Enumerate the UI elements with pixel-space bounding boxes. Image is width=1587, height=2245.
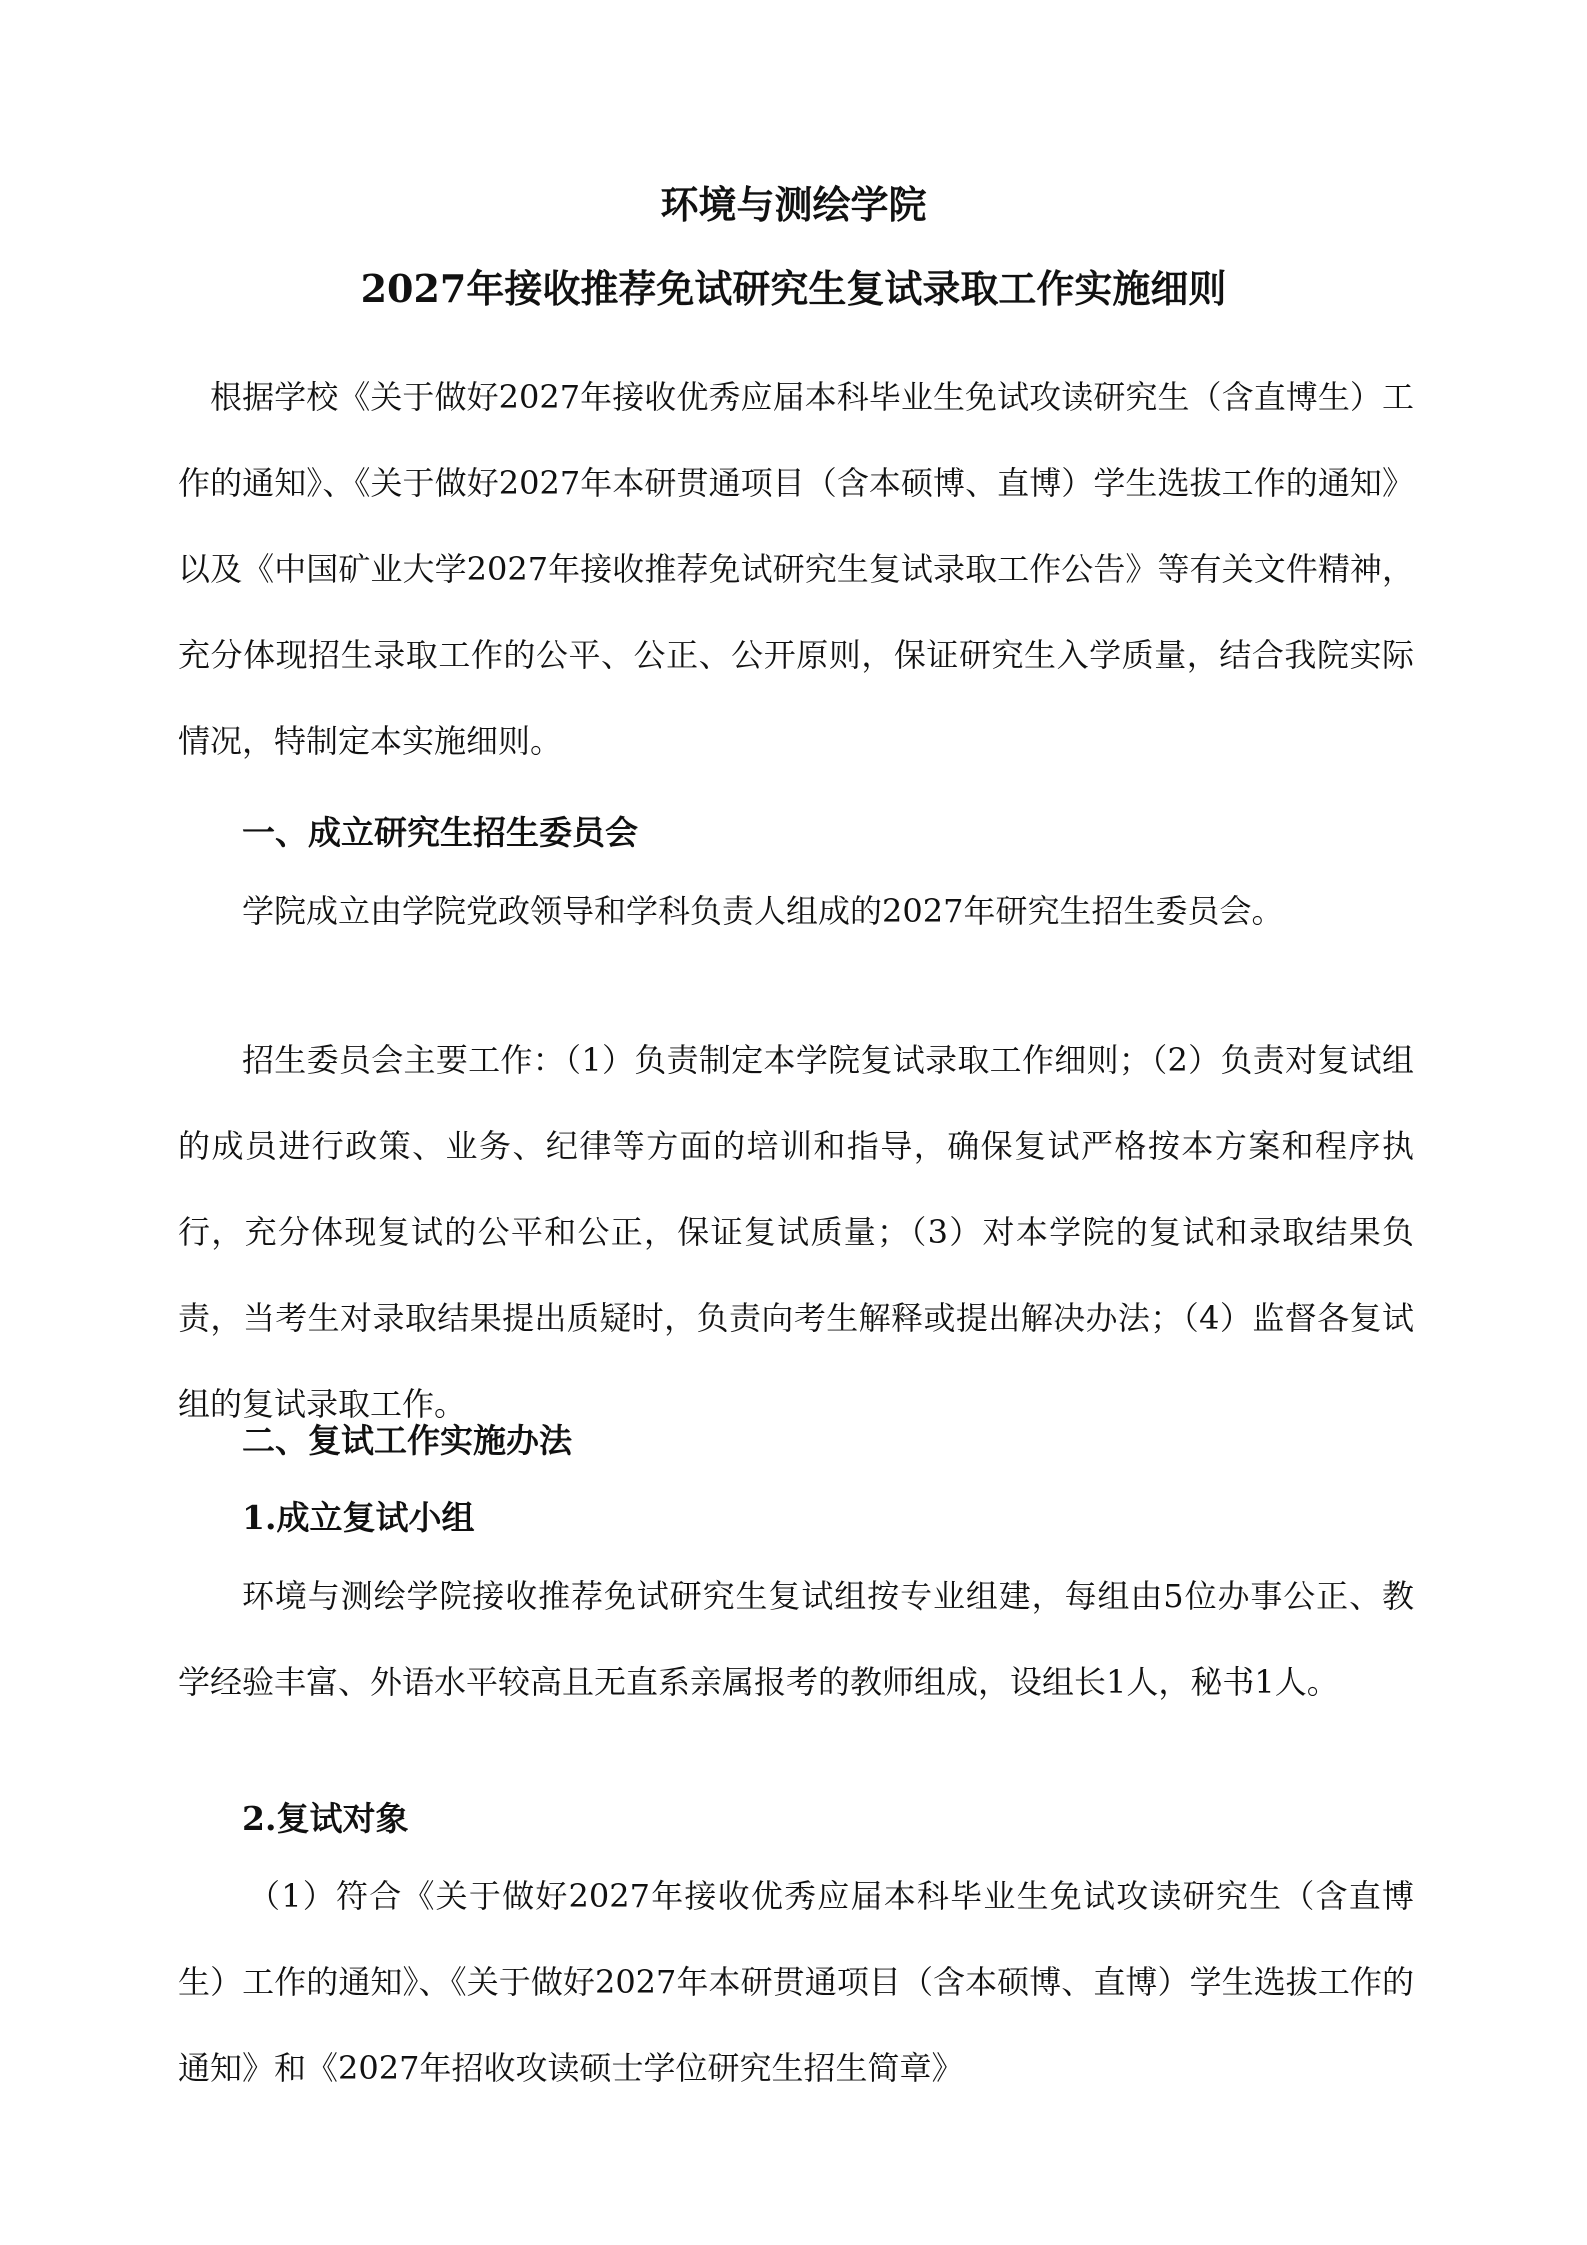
document-title-school: 环境与测绘学院: [660, 182, 927, 227]
subsection2-paragraph: （1）符合《关于做好2027年接收优秀应届本科毕业生免试攻读研究生（含直博生）工作的通知》、《关于做好2027年本研贯通项目（含本硕博、直博）学生选拔工作的通知》和《2027年招收攻读硕士学位研究生招生简章》: [178, 1877, 1414, 2087]
document-title-main: 2027年接收推荐免试研究生复试录取工作实施细则: [360, 266, 1227, 311]
intro-paragraph: 根据学校《关于做好2027年接收优秀应届本科毕业生免试攻读研究生（含直博生）工作的通知》、《关于做好2027年本研贯通项目（含本硕博、直博）学生选拔工作的通知》以及《中国矿业大学2027年接收推荐免试研究生复试录取工作公告》等有关文件精神，充分体现招生录取工作的公平、公正、公开原则，保证研究生入学质量，结合我院实际情况，特制定本实施细则。: [178, 378, 1414, 760]
section-heading-2: 二、复试工作实施办法: [242, 1421, 572, 1460]
section1-paragraph-1: 学院成立由学院党政领导和学科负责人组成的2027年研究生招生委员会。: [242, 892, 1284, 930]
section-heading-1: 一、成立研究生招生委员会: [242, 813, 638, 852]
subsection-heading-1: 1.成立复试小组: [242, 1498, 475, 1537]
section1-paragraph-2: 招生委员会主要工作：（1）负责制定本学院复试录取工作细则；（2）负责对复试组的成员进行政策、业务、纪律等方面的培训和指导，确保复试严格按本方案和程序执行，充分体现复试的公平和公正，保证复试质量；（3）对本学院的复试和录取结果负责，当考生对录取结果提出质疑时，负责向考生解释或提出解决办法；（4）监督各复试组的复试录取工作。: [178, 1041, 1414, 1423]
subsection-heading-2: 2.复试对象: [242, 1799, 409, 1838]
subsection1-paragraph: 环境与测绘学院接收推荐免试研究生复试组按专业组建，每组由5位办事公正、教学经验丰富、外语水平较高且无直系亲属报考的教师组成，设组长1人，秘书1人。: [178, 1577, 1414, 1701]
